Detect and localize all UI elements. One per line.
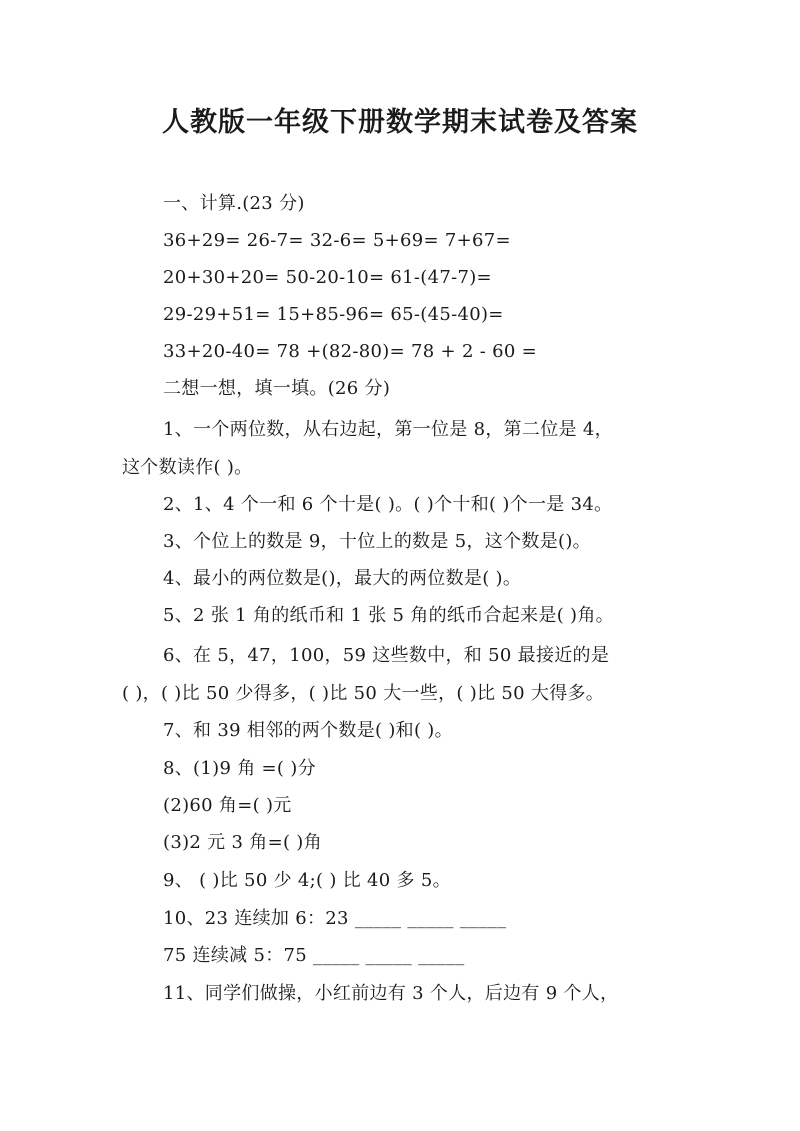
question-6-line-2: ( )，( )比 50 少得多，( )比 50 大一些，( )比 50 大得多。 [122,683,605,704]
question-10-line-1: 10、23 连续加 6：23 _____ _____ _____ [163,908,507,929]
question-3: 3、个位上的数是 9，十位上的数是 5，这个数是()。 [163,531,591,552]
question-9: 9、 ( )比 50 少 4;( ) 比 40 多 5。 [163,870,451,891]
question-1-line-2: 这个数读作( )。 [122,457,253,478]
question-8-part-2: (2)60 角=( )元 [163,795,292,816]
section-heading-fill-in: 二想一想，填一填。(26 分) [163,378,391,399]
question-10-line-2: 75 连续减 5：75 _____ _____ _____ [163,945,465,966]
document-title: 人教版一年级下册数学期末试卷及答案 [162,107,638,138]
calc-row-3: 29-29+51= 15+85-96= 65-(45-40)= [163,304,504,325]
question-8-part-1: 8、(1)9 角 =( )分 [163,758,316,779]
calc-row-1: 36+29= 26-7= 32-6= 5+69= 7+67= [163,230,511,251]
calc-row-2: 20+30+20= 50-20-10= 61-(47-7)= [163,267,492,288]
question-2: 2、1、4 个一和 6 个十是( )。( )个十和( )个一是 34。 [163,494,613,515]
question-11-line-1: 11、同学们做操，小红前边有 3 个人，后边有 9 个人， [163,983,619,1004]
section-heading-calculation: 一、计算.(23 分) [163,193,305,214]
question-1-line-1: 1、一个两位数，从右边起，第一位是 8，第二位是 4， [163,419,613,440]
question-7: 7、和 39 相邻的两个数是( )和( )。 [163,720,453,741]
question-6-line-1: 6、在 5，47，100，59 这些数中，和 50 最接近的是 [163,645,610,666]
question-4: 4、最小的两位数是()，最大的两位数是( )。 [163,568,522,589]
question-8-part-3: (3)2 元 3 角=( )角 [163,832,322,853]
question-5: 5、2 张 1 角的纸币和 1 张 5 角的纸币合起来是( )角。 [163,605,614,626]
calc-row-4: 33+20-40= 78 +(82-80)= 78 + 2 - 60 = [163,341,538,362]
